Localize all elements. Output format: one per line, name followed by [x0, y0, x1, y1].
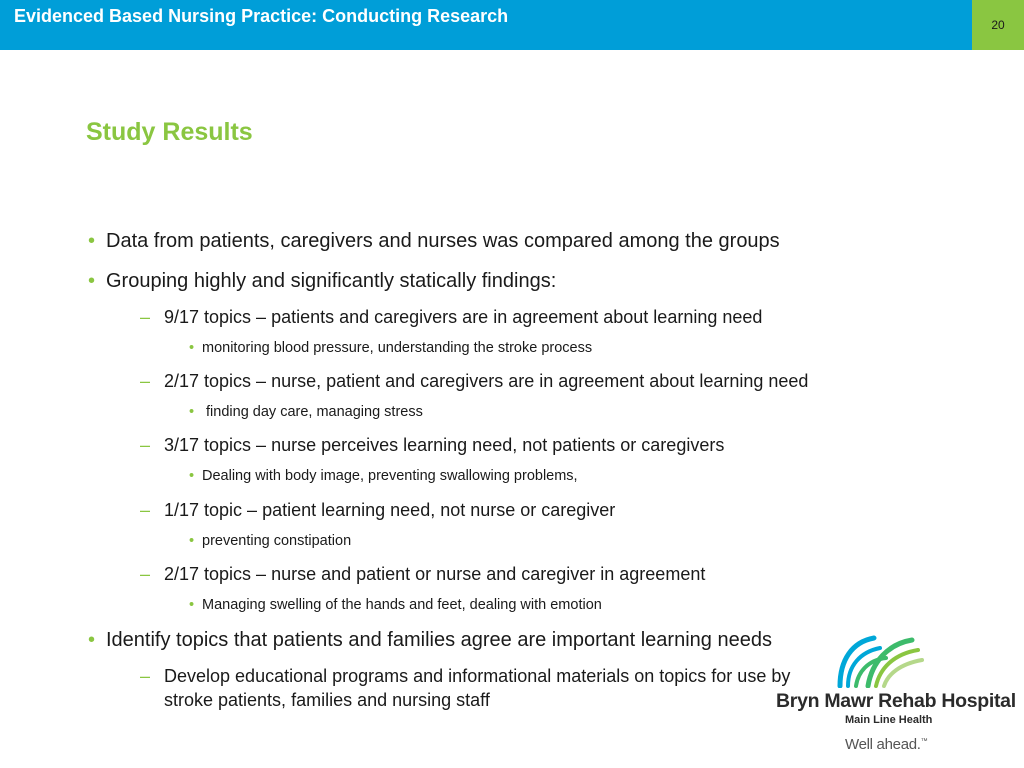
sub-bullet-item — [140, 307, 762, 328]
logo-subtitle: Main Line Health — [845, 714, 933, 726]
bullet-text: Grouping highly and significantly statically findings: — [106, 270, 557, 292]
dash-marker: – — [140, 500, 151, 520]
sub-sub-bullet-text: preventing constipation — [202, 533, 352, 549]
dash-marker: – — [140, 371, 151, 391]
sub-bullet-item — [140, 371, 808, 392]
bullet-marker: • — [189, 597, 195, 613]
sub-bullet-continuation — [164, 690, 490, 711]
trademark-symbol: ™ — [920, 738, 928, 745]
hospital-logo — [776, 632, 1016, 762]
bullet-marker: • — [189, 468, 195, 484]
sub-bullet-item — [140, 564, 705, 585]
sub-sub-bullet-item — [189, 340, 592, 356]
bullet-marker: • — [189, 533, 195, 549]
sub-sub-bullet-item — [189, 533, 351, 549]
sub-bullet-item — [140, 435, 724, 456]
arc-mark-icon — [830, 632, 928, 688]
bullet-marker: • — [88, 270, 96, 292]
sub-sub-bullet-text: monitoring blood pressure, understanding the stroke process — [202, 340, 593, 356]
sub-bullet-text: Develop educational programs and informational materials on topics for use by — [164, 666, 791, 686]
dash-marker: – — [140, 435, 151, 455]
sub-bullet-text: 2/17 topics – nurse, patient and caregivers are in agreement about learning need — [164, 371, 809, 391]
logo-hospital-name: Bryn Mawr Rehab Hospital — [776, 690, 1016, 712]
logo-tagline — [845, 736, 927, 753]
logo-tagline-text: Well ahead. — [845, 736, 921, 753]
bullet-text: Data from patients, caregivers and nurses was compared among the groups — [106, 230, 780, 252]
sub-sub-bullet-item — [189, 597, 602, 613]
page-number-box — [972, 0, 1024, 50]
sub-bullet-item — [140, 500, 615, 521]
bullet-marker: • — [88, 230, 96, 252]
dash-marker: – — [140, 666, 151, 686]
sub-bullet-text: 9/17 topics – patients and caregivers are in agreement about learning need — [164, 307, 763, 327]
bullet-item — [88, 230, 780, 253]
sub-bullet-text: 3/17 topics – nurse perceives learning need, not patients or caregivers — [164, 435, 725, 455]
dash-marker: – — [140, 307, 151, 327]
sub-bullet-text: 1/17 topic – patient learning need, not nurse or caregiver — [164, 500, 616, 520]
bullet-marker: • — [88, 629, 96, 651]
slide-title: Study Results — [86, 118, 253, 146]
sub-sub-bullet-text: Dealing with body image, preventing swallowing problems, — [202, 468, 578, 484]
sub-sub-bullet-item — [189, 404, 423, 420]
sub-sub-bullet-text: finding day care, managing stress — [202, 404, 423, 420]
page-number: 20 — [991, 18, 1005, 32]
bullet-item — [88, 270, 556, 293]
sub-bullet-text: stroke patients, families and nursing staff — [164, 690, 490, 710]
header-bar — [0, 0, 972, 50]
bullet-item — [88, 629, 772, 652]
bullet-marker: • — [189, 404, 195, 420]
dash-marker: – — [140, 564, 151, 584]
sub-bullet-text: 2/17 topics – nurse and patient or nurse and caregiver in agreement — [164, 564, 706, 584]
sub-bullet-item — [140, 666, 790, 687]
bullet-marker: • — [189, 340, 195, 356]
sub-sub-bullet-item — [189, 468, 578, 484]
sub-sub-bullet-text: Managing swelling of the hands and feet, dealing with emotion — [202, 597, 602, 613]
header-title: Evidenced Based Nursing Practice: Conducting Research — [14, 6, 509, 26]
bullet-text: Identify topics that patients and families agree are important learning needs — [106, 629, 772, 651]
